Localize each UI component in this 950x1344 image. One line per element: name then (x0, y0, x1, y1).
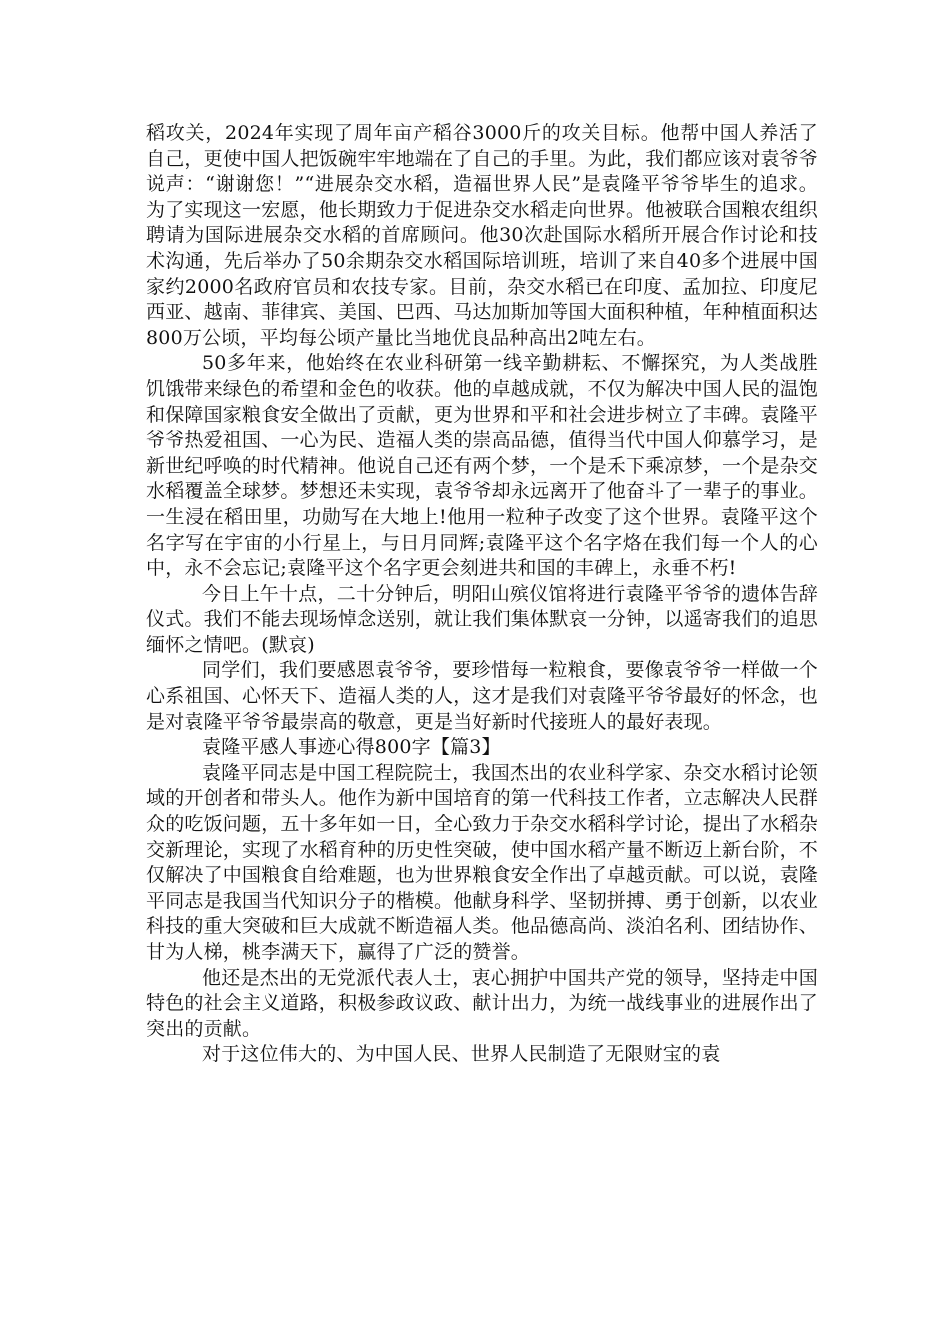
document-page (146, 121, 818, 1068)
paragraph: 50多年来，他始终在农业科研第一线辛勤耕耘、不懈探究，为人类战胜饥饿带来绿色的希望和金色的收获。他的卓越成就，不仅为解决中国人民的温饱和保障国家粮食安全做出了贡献，更为世界和平和社会进步树立了丰碑。袁隆平爷爷热爱祖国、一心为民、造福人类的崇高品德，值得当代中国人仰慕学习，是新世纪呼唤的时代精神。他说自己还有两个梦，一个是禾下乘凉梦，一个是杂交水稻覆盖全球梦。梦想还未实现，袁爷爷却永远离开了他奋斗了一辈子的事业。一生浸在稻田里，功勋写在大地上!他用一粒种子改变了这个世界。袁隆平这个名字写在宇宙的小行星上，与日月同辉;袁隆平这个名字烙在我们每一个人的心中，永不会忘记;袁隆平这个名字更会刻进共和国的丰碑上，永垂不朽! (146, 352, 819, 580)
paragraph: 袁隆平同志是中国工程院院士，我国杰出的农业科学家、杂交水稻讨论领域的开创者和带头人。他作为新中国培育的第一代科技工作者，立志解决人民群众的吃饭问题，五十多年如一日，全心致力于杂交水稻科学讨论，提出了水稻杂交新理论，实现了水稻育种的历史性突破，使中国水稻产量不断迈上新台阶，不仅解决了中国粮食自给难题，也为世界粮食安全作出了卓越贡献。可以说，袁隆平同志是我国当代知识分子的楷模。他献身科学、坚韧拼搏、勇于创新，以农业科技的重大突破和巨大成就不断造福人类。他品德高尚、淡泊名利、团结协作、甘为人梯，桃李满天下，赢得了广泛的赞誉。 (146, 761, 819, 963)
paragraph: 同学们，我们要感恩袁爷爷，要珍惜每一粒粮食，要像袁爷爷一样做一个心系祖国、心怀天下、造福人类的人，这才是我们对袁隆平爷爷最好的怀念，也是对袁隆平爷爷最崇高的敬意，更是当好新时代接班人的最好表现。 (146, 659, 819, 733)
paragraph: 他还是杰出的无党派代表人士，衷心拥护中国共产党的领导，坚持走中国特色的社会主义道路，积极参政议政、献计出力，为统一战线事业的进展作出了突出的贡献。 (146, 966, 819, 1040)
section-heading: 袁隆平感人事迹心得800字【篇3】 (202, 736, 501, 759)
paragraph-truncated: 对于这位伟大的、为中国人民、世界人民制造了无限财宝的袁 (202, 1043, 721, 1066)
paragraph-continued: 稻攻关，2024年实现了周年亩产稻谷3000斤的攻关目标。他帮中国人养活了自己，更使中国人把饭碗牢牢地端在了自己的手里。为此，我们都应该对袁爷爷说声：“谢谢您！”“进展杂交水稻，造福世界人民”是袁隆平爷爷毕生的追求。为了实现这一宏愿，他长期致力于促进杂交水稻走向世界。他被联合国粮农组织聘请为国际进展杂交水稻的首席顾问。他30次赴国际水稻所开展合作讨论和技术沟通，先后举办了50余期杂交水稻国际培训班，培训了来自40多个进展中国家约2000名政府官员和农技专家。目前，杂交水稻已在印度、孟加拉、印度尼西亚、越南、菲律宾、美国、巴西、马达加斯加等国大面积种植，年种植面积达800万公顷，平均每公顷产量比当地优良品种高出2吨左右。 (146, 122, 819, 349)
paragraph: 今日上午十点，二十分钟后，明阳山殡仪馆将进行袁隆平爷爷的遗体告辞仪式。我们不能去现场悼念送别，就让我们集体默哀一分钟，以遥寄我们的追思缅怀之情吧。(默哀) (146, 582, 819, 656)
